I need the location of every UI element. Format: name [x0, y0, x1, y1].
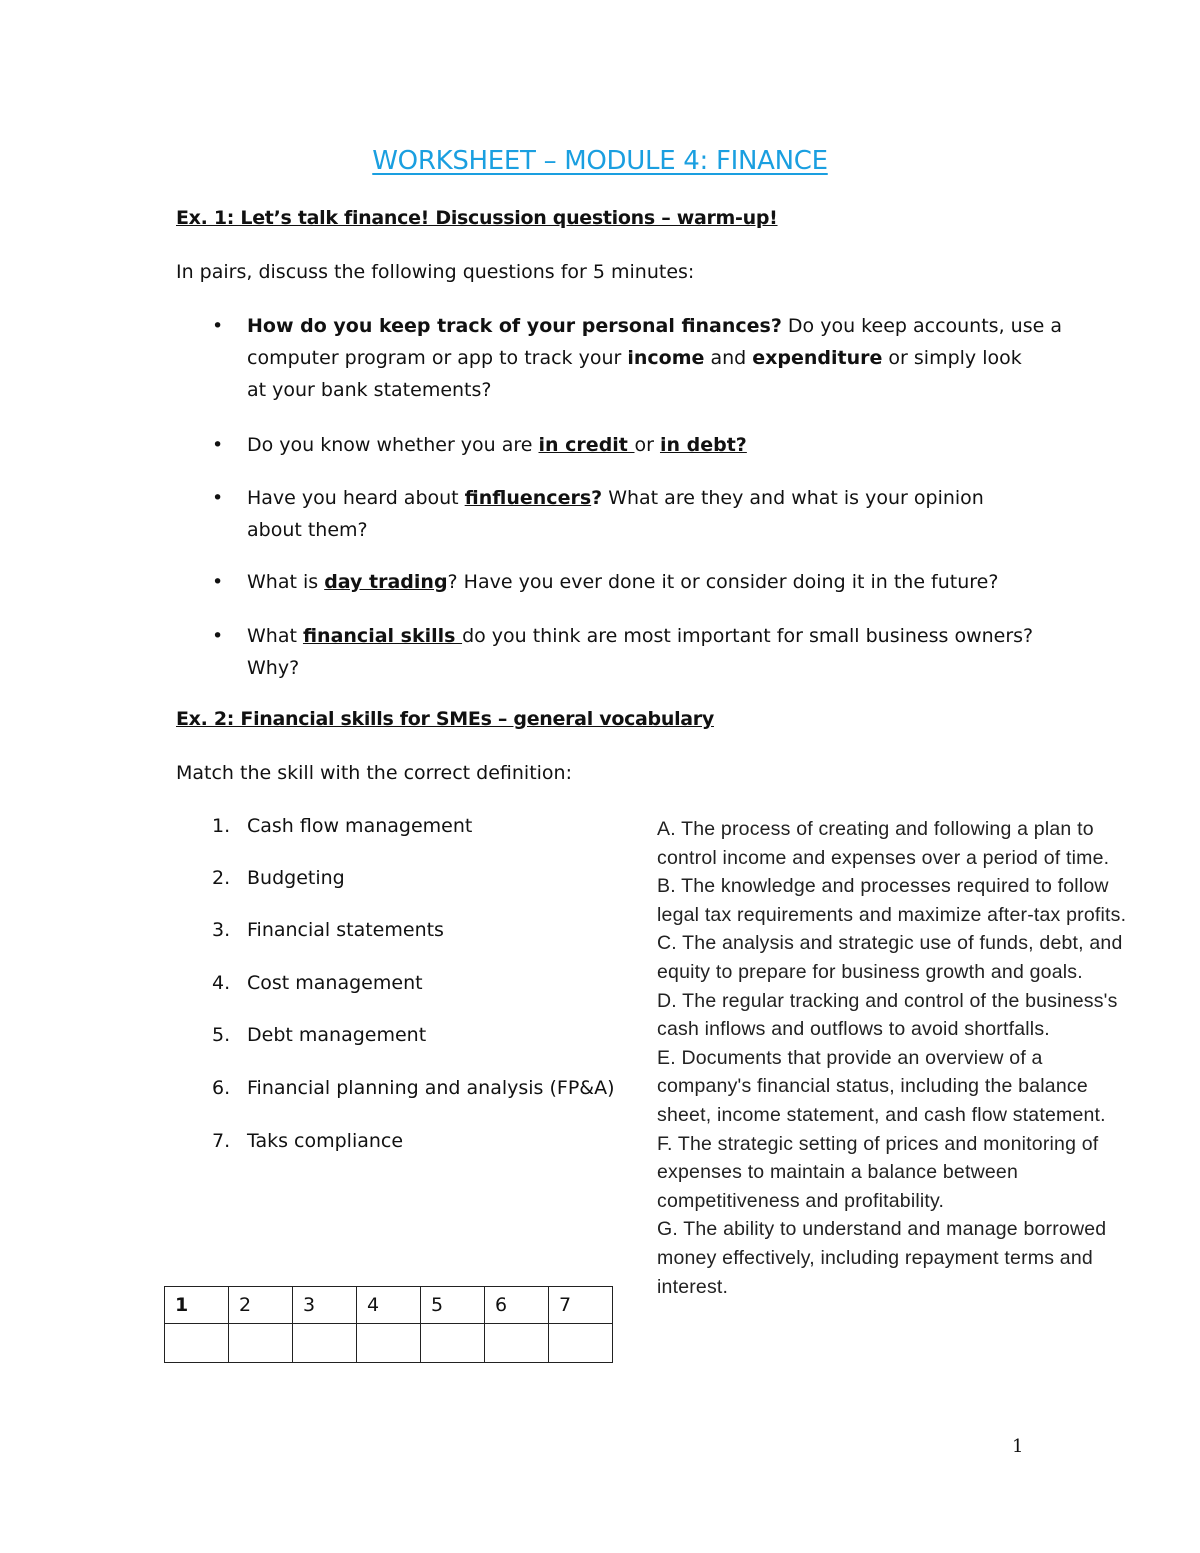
skill-item: Cost management [247, 972, 423, 994]
answer-header-cell: 2 [229, 1287, 293, 1324]
answer-cell[interactable] [549, 1324, 613, 1363]
bullet-q5: • [212, 625, 224, 647]
answer-cell[interactable] [165, 1324, 229, 1363]
q1-line1: Do you keep accounts, use a [781, 315, 1062, 337]
q4-rest: ? Have you ever done it or consider doing it in the future? [447, 571, 999, 593]
skill-number: 4. [212, 972, 231, 994]
definition-item: D. The regular tracking and control of the business's cash inflows and outflows to avoid shortfalls. [657, 989, 1118, 1041]
q3-qmark: ? [591, 487, 603, 509]
q2-or: or [634, 434, 660, 456]
q3-rest: What are they and what is your opinion [602, 487, 984, 509]
answer-table [164, 1286, 613, 1363]
q4-text: What is [247, 571, 325, 593]
page-number: 1 [1012, 1436, 1024, 1457]
page-title: WORKSHEET – MODULE 4: FINANCE [372, 146, 828, 176]
ex1-heading: Ex. 1: Let’s talk finance! Discussion questions – warm-up! [176, 207, 778, 229]
answer-header-cell: 1 [165, 1287, 229, 1324]
q5-text: What [247, 625, 303, 647]
q2-text: Do you know whether you are [247, 434, 539, 456]
question-4 [247, 566, 998, 598]
bullet-q3: • [212, 487, 224, 509]
q1-expenditure: expenditure [752, 347, 883, 369]
skill-item: Cash flow management [247, 815, 473, 837]
q1-and: and [704, 347, 753, 369]
bullet-q4: • [212, 571, 224, 593]
q3-finfluencers: finfluencers [464, 487, 592, 509]
definition-item: A. The process of creating and following a plan to control income and expenses over a period of time. [657, 818, 1110, 869]
ex2-instruction: Match the skill with the correct definition: [176, 762, 572, 784]
definition-item: B. The knowledge and processes required to follow legal tax requirements and maximize after-tax profits. [657, 875, 1127, 926]
skill-number: 5. [212, 1024, 231, 1046]
skill-item: Financial planning and analysis (FP&A) [247, 1077, 615, 1099]
skill-item: Financial statements [247, 919, 444, 941]
bullet-q2: • [212, 434, 224, 456]
skill-item: Debt management [247, 1024, 427, 1046]
skill-number: 6. [212, 1077, 231, 1099]
q1-line3: at your bank statements? [247, 379, 492, 401]
q5-rest: do you think are most important for small business owners? [462, 625, 1034, 647]
skill-item: Budgeting [247, 867, 345, 889]
answer-cell[interactable] [229, 1324, 293, 1363]
q3-line2: about them? [247, 519, 368, 541]
definition-item: C. The analysis and strategic use of funds, debt, and equity to prepare for business growth and goals. [657, 932, 1123, 983]
answer-cell[interactable] [293, 1324, 357, 1363]
ex1-instruction: In pairs, discuss the following questions for 5 minutes: [176, 261, 695, 283]
question-5 [247, 620, 1033, 684]
definitions-list [657, 815, 1127, 1301]
answer-cell[interactable] [357, 1324, 421, 1363]
q1-bold: How do you keep track of your personal finances? [247, 315, 782, 337]
ex2-heading: Ex. 2: Financial skills for SMEs – general vocabulary [176, 708, 714, 730]
skill-number: 1. [212, 815, 231, 837]
q5-line2: Why? [247, 657, 300, 679]
question-1 [247, 310, 1062, 406]
answer-header-cell: 4 [357, 1287, 421, 1324]
skill-item: Taks compliance [247, 1130, 404, 1152]
q2-in-debt: in debt? [659, 434, 747, 456]
skill-number: 7. [212, 1130, 231, 1152]
q3-text: Have you heard about [247, 487, 465, 509]
answer-cell[interactable] [485, 1324, 549, 1363]
bullet-q1: • [212, 315, 224, 337]
answer-header-row [165, 1287, 613, 1324]
skill-number: 2. [212, 867, 231, 889]
answer-header-cell: 6 [485, 1287, 549, 1324]
definition-item: G. The ability to understand and manage borrowed money effectively, including repayment terms and interest. [657, 1218, 1107, 1298]
skill-number: 3. [212, 919, 231, 941]
answer-input-row [165, 1324, 613, 1363]
q1-line2a: computer program or app to track your [247, 347, 628, 369]
q1-line2b: or simply look [882, 347, 1022, 369]
answer-cell[interactable] [421, 1324, 485, 1363]
question-2 [247, 429, 747, 461]
answer-header-cell: 7 [549, 1287, 613, 1324]
answer-header-cell: 3 [293, 1287, 357, 1324]
q1-income: income [627, 347, 705, 369]
q4-day-trading: day trading [324, 571, 448, 593]
q2-in-credit: in credit [538, 434, 635, 456]
definition-item: F. The strategic setting of prices and monitoring of expenses to maintain a balance between competitiveness and profitability. [657, 1132, 1099, 1212]
definition-item: E. Documents that provide an overview of a company's financial status, including the balance sheet, income statement, and cash flow statement. [657, 1046, 1106, 1126]
answer-header-cell: 5 [421, 1287, 485, 1324]
question-3 [247, 482, 984, 546]
q5-financial-skills: financial skills [302, 625, 463, 647]
